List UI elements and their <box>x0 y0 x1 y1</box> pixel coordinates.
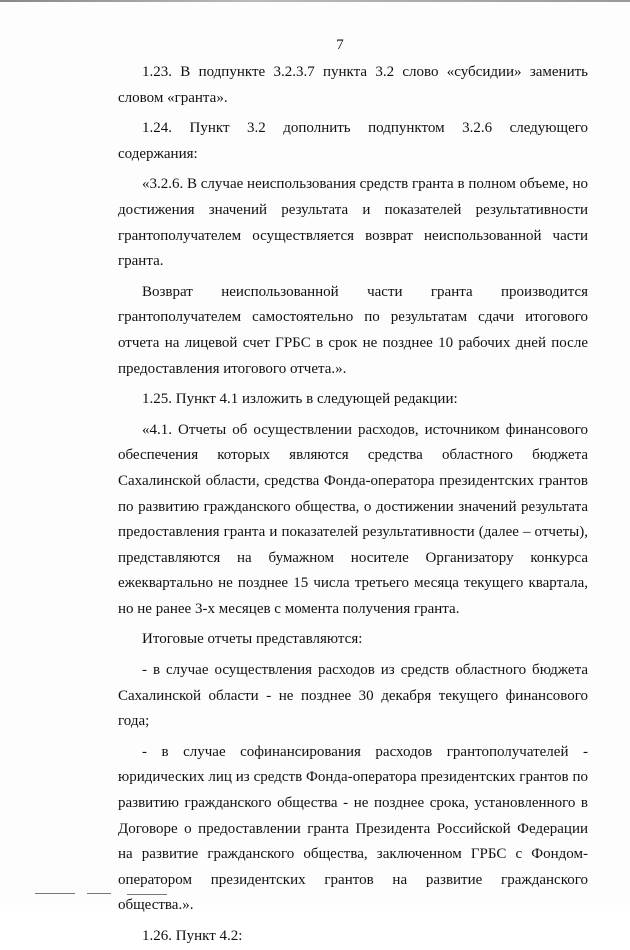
paragraph-1-23: 1.23. В подпункте 3.2.3.7 пункта 3.2 слово «субсидии» заменить словом «гранта». <box>118 64 588 106</box>
scan-artifact-marks <box>35 893 630 899</box>
paragraph-3-2-6: «3.2.6. В случае неиспользования средств гранта в полном объеме, но достижения значений результата и показателей результативности грантополучателем осуществляется возврат неиспользованной части гранта. <box>118 176 588 270</box>
page-number: 7 <box>336 37 344 53</box>
paragraph-4-1: «4.1. Отчеты об осуществлении расходов, источником финансового обеспечения которых являются средства областного бюджета Сахалинской области, средства Фонда-оператора президентских грантов по развитию гражданского общества, о достижении значений результата предоставления гранта и показателей результативности (далее – отчеты), представляются на бумажном носителе Организатору конкурса ежеквартально не позднее 15 числа третьего месяца текущего квартала, но не ранее 3-х месяцев с момента получения гранта. <box>118 421 588 617</box>
document-body <box>118 60 588 950</box>
top-edge-line <box>0 0 630 2</box>
paragraph-1-26: 1.26. Пункт 4.2: <box>142 928 243 944</box>
paragraph-regional-budget: - в случае осуществления расходов из средств областного бюджета Сахалинской области - не позднее 30 декабря текущего финансового года; <box>118 662 588 730</box>
paragraph-cofinancing: - в случае софинансирования расходов грантополучателей - юридических лиц из средств Фонда-оператора президентских грантов по развитию гражданского общества - не позднее срока, установленного в Договоре о предоставлении гранта Президента Российской Федерации на развитие гражданского общества, заключенном ГРБС с Фондом-оператором президентских грантов на развитие гражданского общества.». <box>118 743 588 914</box>
paragraph-1-24: 1.24. Пункт 3.2 дополнить подпунктом 3.2.6 следующего содержания: <box>118 120 588 162</box>
paragraph-1-25: 1.25. Пункт 4.1 изложить в следующей редакции: <box>142 391 458 408</box>
paragraph-final-reports: Итоговые отчеты представляются: <box>142 631 363 648</box>
paragraph-refund: Возврат неиспользованной части гранта производится грантополучателем самостоятельно по результатам сдачи итогового отчета на лицевой счет ГРБС в срок не позднее 10 рабочих дней после предоставления итогового отчета.». <box>118 283 588 377</box>
